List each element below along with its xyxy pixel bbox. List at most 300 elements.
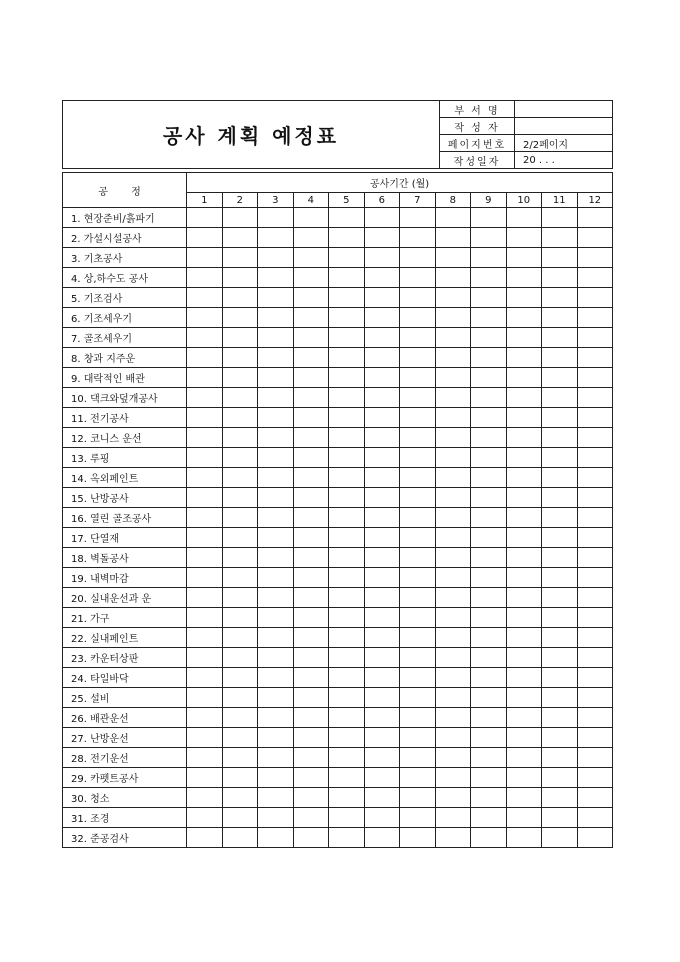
schedule-cell[interactable] [329,228,365,248]
schedule-cell[interactable] [364,508,400,528]
schedule-cell[interactable] [222,488,258,508]
schedule-cell[interactable] [293,788,329,808]
schedule-cell[interactable] [506,468,542,488]
schedule-cell[interactable] [577,608,613,628]
schedule-cell[interactable] [542,588,578,608]
schedule-cell[interactable] [222,568,258,588]
schedule-cell[interactable] [471,328,507,348]
schedule-cell[interactable] [471,288,507,308]
schedule-cell[interactable] [577,428,613,448]
schedule-cell[interactable] [471,668,507,688]
schedule-cell[interactable] [364,628,400,648]
schedule-cell[interactable] [329,568,365,588]
schedule-cell[interactable] [542,708,578,728]
schedule-cell[interactable] [400,708,436,728]
schedule-cell[interactable] [187,308,223,328]
schedule-cell[interactable] [258,368,294,388]
schedule-cell[interactable] [506,368,542,388]
schedule-cell[interactable] [435,448,471,468]
schedule-cell[interactable] [293,588,329,608]
schedule-cell[interactable] [364,808,400,828]
schedule-cell[interactable] [471,828,507,848]
schedule-cell[interactable] [400,648,436,668]
schedule-cell[interactable] [400,208,436,228]
schedule-cell[interactable] [542,788,578,808]
schedule-cell[interactable] [506,488,542,508]
schedule-cell[interactable] [506,648,542,668]
schedule-cell[interactable] [506,748,542,768]
schedule-cell[interactable] [364,768,400,788]
schedule-cell[interactable] [435,508,471,528]
schedule-cell[interactable] [506,228,542,248]
schedule-cell[interactable] [222,288,258,308]
schedule-cell[interactable] [577,328,613,348]
schedule-cell[interactable] [435,588,471,608]
schedule-cell[interactable] [258,668,294,688]
schedule-cell[interactable] [258,488,294,508]
schedule-cell[interactable] [329,508,365,528]
schedule-cell[interactable] [435,368,471,388]
schedule-cell[interactable] [222,748,258,768]
schedule-cell[interactable] [435,288,471,308]
schedule-cell[interactable] [329,328,365,348]
schedule-cell[interactable] [577,408,613,428]
header-field-value[interactable]: 20 . . . [515,152,613,169]
schedule-cell[interactable] [435,248,471,268]
schedule-cell[interactable] [329,708,365,728]
schedule-cell[interactable] [400,328,436,348]
schedule-cell[interactable] [293,488,329,508]
schedule-cell[interactable] [577,568,613,588]
schedule-cell[interactable] [400,508,436,528]
schedule-cell[interactable] [222,208,258,228]
schedule-cell[interactable] [471,348,507,368]
schedule-cell[interactable] [506,768,542,788]
schedule-cell[interactable] [542,828,578,848]
schedule-cell[interactable] [187,448,223,468]
schedule-cell[interactable] [435,608,471,628]
schedule-cell[interactable] [577,248,613,268]
schedule-cell[interactable] [258,828,294,848]
schedule-cell[interactable] [577,748,613,768]
schedule-cell[interactable] [577,808,613,828]
schedule-cell[interactable] [400,308,436,328]
schedule-cell[interactable] [187,428,223,448]
schedule-cell[interactable] [435,788,471,808]
schedule-cell[interactable] [364,708,400,728]
schedule-cell[interactable] [542,808,578,828]
schedule-cell[interactable] [471,368,507,388]
schedule-cell[interactable] [542,288,578,308]
schedule-cell[interactable] [471,548,507,568]
schedule-cell[interactable] [293,568,329,588]
schedule-cell[interactable] [471,508,507,528]
schedule-cell[interactable] [471,568,507,588]
schedule-cell[interactable] [542,268,578,288]
schedule-cell[interactable] [258,208,294,228]
schedule-cell[interactable] [187,808,223,828]
schedule-cell[interactable] [293,608,329,628]
schedule-cell[interactable] [471,208,507,228]
schedule-cell[interactable] [542,568,578,588]
schedule-cell[interactable] [364,248,400,268]
schedule-cell[interactable] [293,648,329,668]
schedule-cell[interactable] [471,708,507,728]
schedule-cell[interactable] [258,788,294,808]
schedule-cell[interactable] [506,428,542,448]
schedule-cell[interactable] [364,268,400,288]
schedule-cell[interactable] [471,268,507,288]
schedule-cell[interactable] [293,828,329,848]
schedule-cell[interactable] [542,748,578,768]
schedule-cell[interactable] [400,808,436,828]
header-field-value[interactable] [515,118,613,135]
schedule-cell[interactable] [542,448,578,468]
schedule-cell[interactable] [329,548,365,568]
schedule-cell[interactable] [364,528,400,548]
schedule-cell[interactable] [329,428,365,448]
schedule-cell[interactable] [542,728,578,748]
schedule-cell[interactable] [471,728,507,748]
schedule-cell[interactable] [577,548,613,568]
schedule-cell[interactable] [471,428,507,448]
schedule-cell[interactable] [435,388,471,408]
schedule-cell[interactable] [293,388,329,408]
schedule-cell[interactable] [258,428,294,448]
schedule-cell[interactable] [542,628,578,648]
schedule-cell[interactable] [400,428,436,448]
schedule-cell[interactable] [506,588,542,608]
schedule-cell[interactable] [542,208,578,228]
schedule-cell[interactable] [506,728,542,748]
schedule-cell[interactable] [471,808,507,828]
schedule-cell[interactable] [400,528,436,548]
schedule-cell[interactable] [293,628,329,648]
schedule-cell[interactable] [471,628,507,648]
schedule-cell[interactable] [364,608,400,628]
schedule-cell[interactable] [187,788,223,808]
schedule-cell[interactable] [506,348,542,368]
schedule-cell[interactable] [542,608,578,628]
schedule-cell[interactable] [506,828,542,848]
schedule-cell[interactable] [364,228,400,248]
schedule-cell[interactable] [435,528,471,548]
schedule-cell[interactable] [471,528,507,548]
schedule-cell[interactable] [577,388,613,408]
schedule-cell[interactable] [471,648,507,668]
schedule-cell[interactable] [400,488,436,508]
schedule-cell[interactable] [187,268,223,288]
schedule-cell[interactable] [577,488,613,508]
schedule-cell[interactable] [187,548,223,568]
schedule-cell[interactable] [258,568,294,588]
schedule-cell[interactable] [364,688,400,708]
schedule-cell[interactable] [293,248,329,268]
schedule-cell[interactable] [435,348,471,368]
schedule-cell[interactable] [435,548,471,568]
schedule-cell[interactable] [329,528,365,548]
schedule-cell[interactable] [364,368,400,388]
schedule-cell[interactable] [258,308,294,328]
schedule-cell[interactable] [400,568,436,588]
schedule-cell[interactable] [506,328,542,348]
schedule-cell[interactable] [293,208,329,228]
schedule-cell[interactable] [222,408,258,428]
schedule-cell[interactable] [329,448,365,468]
schedule-cell[interactable] [542,688,578,708]
schedule-cell[interactable] [364,348,400,368]
schedule-cell[interactable] [471,448,507,468]
schedule-cell[interactable] [329,688,365,708]
schedule-cell[interactable] [542,368,578,388]
schedule-cell[interactable] [187,248,223,268]
schedule-cell[interactable] [222,308,258,328]
schedule-cell[interactable] [542,528,578,548]
schedule-cell[interactable] [577,588,613,608]
schedule-cell[interactable] [400,468,436,488]
schedule-cell[interactable] [542,488,578,508]
schedule-cell[interactable] [400,788,436,808]
schedule-cell[interactable] [471,788,507,808]
schedule-cell[interactable] [506,668,542,688]
schedule-cell[interactable] [435,628,471,648]
schedule-cell[interactable] [435,228,471,248]
schedule-cell[interactable] [329,808,365,828]
schedule-cell[interactable] [400,408,436,428]
schedule-cell[interactable] [435,808,471,828]
schedule-cell[interactable] [329,728,365,748]
schedule-cell[interactable] [506,688,542,708]
schedule-cell[interactable] [400,668,436,688]
schedule-cell[interactable] [187,348,223,368]
schedule-cell[interactable] [329,488,365,508]
schedule-cell[interactable] [577,768,613,788]
schedule-cell[interactable] [506,448,542,468]
schedule-cell[interactable] [187,668,223,688]
schedule-cell[interactable] [293,448,329,468]
schedule-cell[interactable] [364,308,400,328]
schedule-cell[interactable] [187,368,223,388]
schedule-cell[interactable] [506,308,542,328]
schedule-cell[interactable] [222,388,258,408]
schedule-cell[interactable] [506,568,542,588]
schedule-cell[interactable] [222,228,258,248]
schedule-cell[interactable] [222,608,258,628]
schedule-cell[interactable] [293,228,329,248]
schedule-cell[interactable] [400,608,436,628]
schedule-cell[interactable] [293,768,329,788]
schedule-cell[interactable] [258,768,294,788]
schedule-cell[interactable] [577,668,613,688]
schedule-cell[interactable] [542,248,578,268]
schedule-cell[interactable] [435,568,471,588]
schedule-cell[interactable] [435,468,471,488]
schedule-cell[interactable] [329,268,365,288]
schedule-cell[interactable] [506,708,542,728]
schedule-cell[interactable] [435,308,471,328]
schedule-cell[interactable] [364,828,400,848]
schedule-cell[interactable] [187,748,223,768]
schedule-cell[interactable] [542,768,578,788]
schedule-cell[interactable] [435,428,471,448]
schedule-cell[interactable] [506,608,542,628]
schedule-cell[interactable] [577,688,613,708]
schedule-cell[interactable] [329,588,365,608]
schedule-cell[interactable] [222,368,258,388]
schedule-cell[interactable] [542,668,578,688]
schedule-cell[interactable] [364,648,400,668]
schedule-cell[interactable] [471,588,507,608]
schedule-cell[interactable] [187,228,223,248]
schedule-cell[interactable] [222,808,258,828]
schedule-cell[interactable] [577,308,613,328]
schedule-cell[interactable] [506,508,542,528]
schedule-cell[interactable] [577,648,613,668]
schedule-cell[interactable] [400,748,436,768]
schedule-cell[interactable] [542,508,578,528]
schedule-cell[interactable] [435,728,471,748]
schedule-cell[interactable] [400,728,436,748]
schedule-cell[interactable] [364,488,400,508]
schedule-cell[interactable] [506,528,542,548]
schedule-cell[interactable] [506,288,542,308]
schedule-cell[interactable] [506,268,542,288]
schedule-cell[interactable] [506,388,542,408]
schedule-cell[interactable] [187,608,223,628]
schedule-cell[interactable] [577,368,613,388]
schedule-cell[interactable] [400,368,436,388]
schedule-cell[interactable] [329,288,365,308]
schedule-cell[interactable] [258,688,294,708]
schedule-cell[interactable] [577,728,613,748]
schedule-cell[interactable] [542,328,578,348]
schedule-cell[interactable] [364,728,400,748]
schedule-cell[interactable] [258,388,294,408]
schedule-cell[interactable] [293,308,329,328]
schedule-cell[interactable] [364,588,400,608]
schedule-cell[interactable] [471,388,507,408]
schedule-cell[interactable] [187,528,223,548]
schedule-cell[interactable] [329,388,365,408]
schedule-cell[interactable] [187,388,223,408]
schedule-cell[interactable] [364,288,400,308]
header-field-value[interactable]: 2/2페이지 [515,135,613,152]
schedule-cell[interactable] [542,388,578,408]
schedule-cell[interactable] [435,748,471,768]
schedule-cell[interactable] [258,728,294,748]
schedule-cell[interactable] [506,628,542,648]
schedule-cell[interactable] [364,788,400,808]
schedule-cell[interactable] [222,828,258,848]
schedule-cell[interactable] [293,548,329,568]
schedule-cell[interactable] [364,408,400,428]
schedule-cell[interactable] [577,268,613,288]
schedule-cell[interactable] [542,228,578,248]
schedule-cell[interactable] [577,348,613,368]
schedule-cell[interactable] [258,448,294,468]
schedule-cell[interactable] [577,788,613,808]
schedule-cell[interactable] [187,688,223,708]
schedule-cell[interactable] [329,468,365,488]
schedule-cell[interactable] [577,708,613,728]
schedule-cell[interactable] [222,448,258,468]
schedule-cell[interactable] [222,668,258,688]
schedule-cell[interactable] [258,288,294,308]
schedule-cell[interactable] [435,688,471,708]
schedule-cell[interactable] [258,648,294,668]
schedule-cell[interactable] [293,368,329,388]
schedule-cell[interactable] [187,488,223,508]
schedule-cell[interactable] [542,408,578,428]
schedule-cell[interactable] [542,548,578,568]
schedule-cell[interactable] [187,408,223,428]
schedule-cell[interactable] [258,328,294,348]
schedule-cell[interactable] [187,768,223,788]
schedule-cell[interactable] [258,748,294,768]
schedule-cell[interactable] [435,488,471,508]
schedule-cell[interactable] [400,268,436,288]
schedule-cell[interactable] [293,748,329,768]
schedule-cell[interactable] [222,628,258,648]
schedule-cell[interactable] [329,368,365,388]
schedule-cell[interactable] [435,208,471,228]
schedule-cell[interactable] [187,288,223,308]
schedule-cell[interactable] [293,728,329,748]
schedule-cell[interactable] [187,328,223,348]
schedule-cell[interactable] [471,248,507,268]
schedule-cell[interactable] [222,728,258,748]
schedule-cell[interactable] [293,408,329,428]
schedule-cell[interactable] [187,628,223,648]
schedule-cell[interactable] [187,828,223,848]
schedule-cell[interactable] [222,268,258,288]
schedule-cell[interactable] [364,548,400,568]
schedule-cell[interactable] [506,788,542,808]
schedule-cell[interactable] [364,388,400,408]
schedule-cell[interactable] [506,548,542,568]
schedule-cell[interactable] [364,208,400,228]
schedule-cell[interactable] [542,648,578,668]
schedule-cell[interactable] [400,548,436,568]
schedule-cell[interactable] [364,568,400,588]
schedule-cell[interactable] [435,648,471,668]
schedule-cell[interactable] [400,688,436,708]
schedule-cell[interactable] [293,708,329,728]
schedule-cell[interactable] [506,208,542,228]
schedule-cell[interactable] [577,828,613,848]
schedule-cell[interactable] [506,808,542,828]
schedule-cell[interactable] [293,508,329,528]
schedule-cell[interactable] [400,828,436,848]
schedule-cell[interactable] [293,808,329,828]
schedule-cell[interactable] [293,348,329,368]
schedule-cell[interactable] [222,688,258,708]
schedule-cell[interactable] [577,228,613,248]
schedule-cell[interactable] [329,608,365,628]
schedule-cell[interactable] [329,628,365,648]
schedule-cell[interactable] [222,548,258,568]
schedule-cell[interactable] [435,328,471,348]
schedule-cell[interactable] [471,408,507,428]
schedule-cell[interactable] [258,228,294,248]
schedule-cell[interactable] [329,248,365,268]
schedule-cell[interactable] [187,588,223,608]
schedule-cell[interactable] [329,788,365,808]
schedule-cell[interactable] [222,768,258,788]
schedule-cell[interactable] [577,288,613,308]
schedule-cell[interactable] [293,528,329,548]
schedule-cell[interactable] [222,528,258,548]
